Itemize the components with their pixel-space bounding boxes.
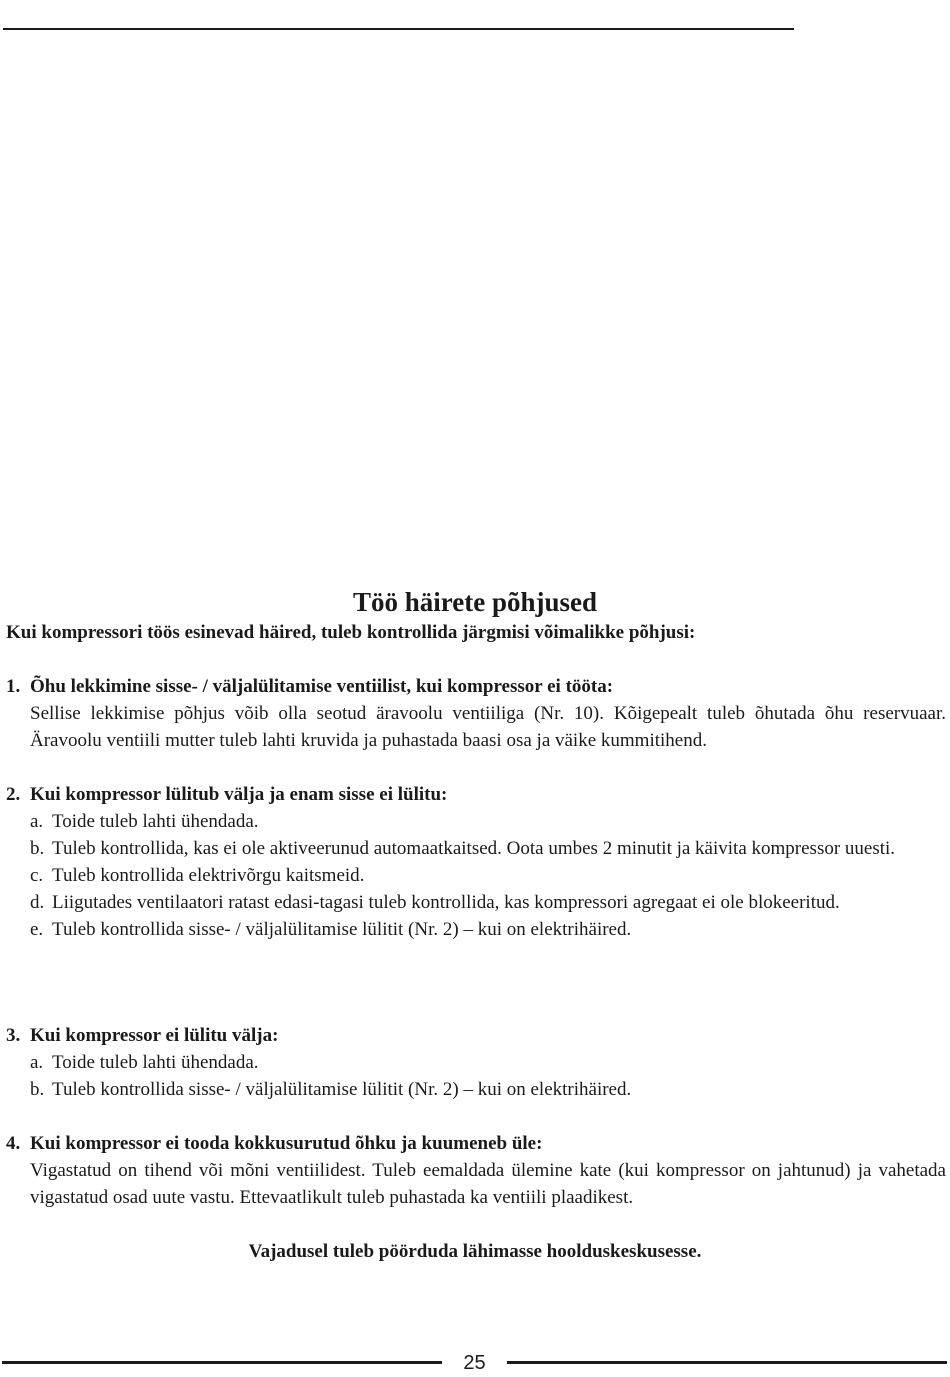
closing-note: Vajadusel tuleb pöörduda lähimasse hoolduskeskusesse. bbox=[248, 1241, 702, 1262]
list-item bbox=[30, 1049, 946, 1076]
section-1 bbox=[6, 673, 946, 754]
list-item bbox=[30, 889, 946, 916]
page-title: Töö häirete põhjused bbox=[352, 587, 598, 617]
list-item bbox=[30, 835, 946, 862]
list-item bbox=[30, 862, 946, 889]
section-heading bbox=[6, 673, 946, 700]
top-rule bbox=[3, 28, 794, 30]
section-heading bbox=[6, 781, 946, 808]
page-number: 25 bbox=[463, 1352, 486, 1374]
list-item bbox=[30, 1076, 946, 1103]
section-2 bbox=[6, 781, 946, 943]
section-number: 4. bbox=[6, 1133, 21, 1154]
item-letter: b. bbox=[30, 838, 45, 859]
section-3 bbox=[6, 1022, 946, 1103]
section-heading-text: Kui kompressor ei tooda kokkusurutud õhku ja kuumeneb üle: bbox=[30, 1133, 543, 1154]
section-4 bbox=[6, 1130, 946, 1211]
section-paragraph: Sellise lekkimise põhjus võib olla seotud äravoolu ventiiliga (Nr. 10). Kõigepealt tuleb õhutada õhu reservuaar. Äravoolu ventiili mutter tuleb lahti kruvida ja puhastada baasi osa ja väike kummitihend. bbox=[30, 703, 946, 751]
list-item bbox=[30, 916, 946, 943]
footer-rule-right bbox=[507, 1361, 947, 1364]
section-number: 3. bbox=[6, 1025, 21, 1046]
item-letter: d. bbox=[30, 892, 45, 913]
item-text: Tuleb kontrollida sisse- / väljalülitamise lülitit (Nr. 2) – kui on elektrihäired. bbox=[52, 919, 632, 940]
section-heading bbox=[6, 1130, 946, 1157]
intro-text: Kui kompressori töös esinevad häired, tuleb kontrollida järgmisi võimalikke põhjusi: bbox=[6, 622, 696, 643]
item-letter: b. bbox=[30, 1079, 45, 1100]
item-text: Liigutades ventilaatori ratast edasi-tagasi tuleb kontrollida, kas kompressori agregaat ei ole blokeeritud. bbox=[52, 892, 840, 913]
section-number: 1. bbox=[6, 676, 21, 697]
item-text: Tuleb kontrollida sisse- / väljalülitamise lülitit (Nr. 2) – kui on elektrihäired. bbox=[52, 1079, 632, 1100]
footer-rule-left bbox=[2, 1361, 442, 1364]
item-letter: e. bbox=[30, 919, 44, 940]
section-number: 2. bbox=[6, 784, 21, 805]
item-letter: a. bbox=[30, 1052, 44, 1073]
section-heading-text: Kui kompressor ei lülitu välja: bbox=[30, 1025, 279, 1046]
list-item bbox=[30, 808, 946, 835]
item-text: Toide tuleb lahti ühendada. bbox=[52, 1052, 259, 1073]
section-heading-text: Õhu lekkimine sisse- / väljalülitamise ventiilist, kui kompressor ei tööta: bbox=[30, 676, 614, 697]
item-text: Tuleb kontrollida, kas ei ole aktiveerunud automaatkaitsed. Oota umbes 2 minutit ja käivita kompressor uuesti. bbox=[52, 838, 896, 859]
item-letter: c. bbox=[30, 865, 44, 886]
section-paragraph: Vigastatud on tihend või mõni ventiilidest. Tuleb eemaldada ülemine kate (kui kompressor on jahtunud) ja vahetada vigastatud osad uute vastu. Ettevaatlikult tuleb puhastada ka ventiili plaadikest. bbox=[30, 1160, 946, 1208]
section-heading-text: Kui kompressor lülitub välja ja enam sisse ei lülitu: bbox=[30, 784, 448, 805]
section-heading bbox=[6, 1022, 946, 1049]
item-text: Tuleb kontrollida elektrivõrgu kaitsmeid. bbox=[52, 865, 365, 886]
item-letter: a. bbox=[30, 811, 44, 832]
item-text: Toide tuleb lahti ühendada. bbox=[52, 811, 259, 832]
